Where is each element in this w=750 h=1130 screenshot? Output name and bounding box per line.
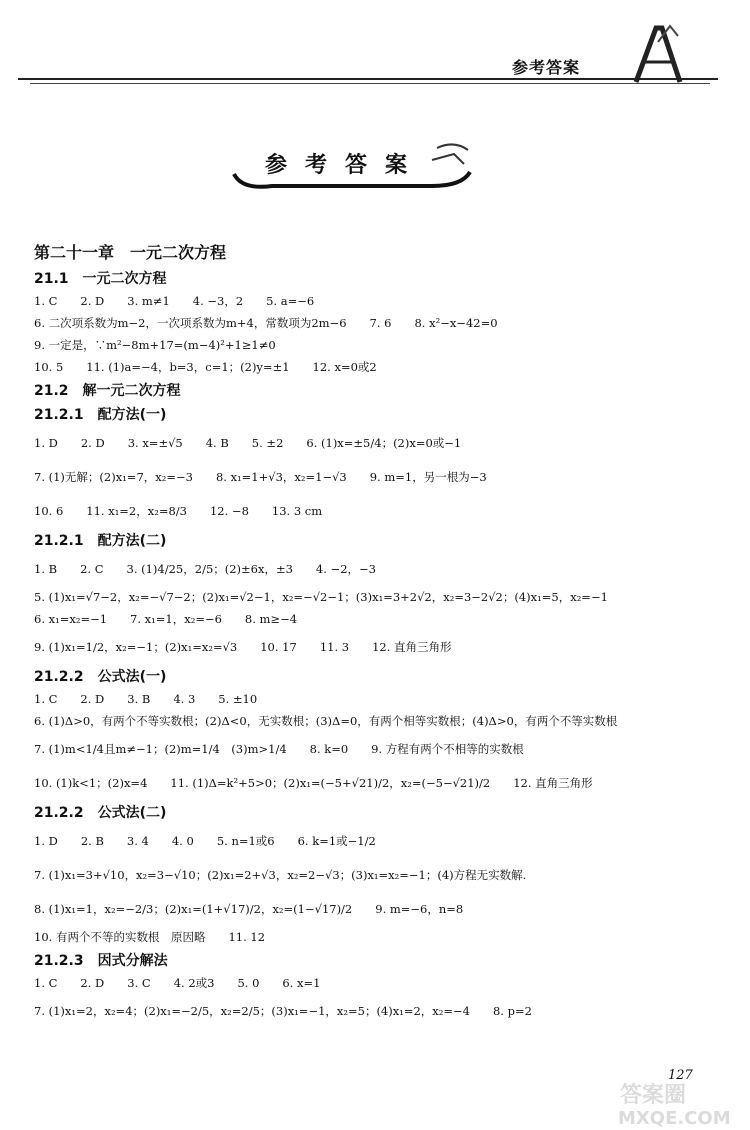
section-heading: 21.1 一元二次方程 bbox=[34, 271, 167, 287]
answer-line: 6. 二次项系数为m−2，一次项系数为m+4，常数项为2m−6 7. 6 8. x²−x−42=0 bbox=[34, 316, 498, 330]
letter-a-decoration-icon bbox=[628, 22, 688, 84]
answer-line: 6. (1)Δ>0，有两个不等实数根；(2)Δ<0，无实数根；(3)Δ=0，有两个相等实数根；(4)Δ>0，有两个不等实数根 bbox=[34, 714, 618, 728]
answer-line: 7. (1)x₁=2，x₂=4；(2)x₁=−2/5，x₂=2/5；(3)x₁=−1，x₂=5；(4)x₁=2，x₂=−4 8. p=2 bbox=[34, 1004, 532, 1018]
answer-line: 6. x₁=x₂=−1 7. x₁=1，x₂=−6 8. m≥−4 bbox=[34, 612, 298, 626]
section-heading: 21.2.3 因式分解法 bbox=[34, 953, 168, 969]
section-heading: 21.2.2 公式法(二) bbox=[34, 805, 167, 821]
answer-line: 8. (1)x₁=1，x₂=−2/3；(2)x₁=(1+√17)/2，x₂=(1−√17)/2 9. m=−6，n=8 bbox=[34, 902, 464, 916]
section-heading: 21.2 解一元二次方程 bbox=[34, 383, 181, 399]
answer-blocks bbox=[34, 268, 724, 1028]
chapter-title: 第二十一章 一元二次方程 bbox=[34, 243, 227, 262]
section-heading: 21.2.1 配方法(二) bbox=[34, 533, 167, 549]
answer-line: 7. (1)x₁=3+√10，x₂=3−√10；(2)x₁=2+√3，x₂=2−√3；(3)x₁=x₂=−1；(4)方程无实数解. bbox=[34, 868, 527, 882]
answer-line: 1. C 2. D 3. C 4. 2或3 5. 0 6. x=1 bbox=[34, 976, 321, 990]
header-rule-thin bbox=[30, 83, 710, 84]
answer-line: 1. C 2. D 3. B 4. 3 5. ±10 bbox=[34, 692, 258, 706]
answer-line: 10. 5 11. (1)a=−4，b=3，c=1；(2)y=±1 12. x=0或2 bbox=[34, 360, 377, 374]
answer-line: 1. D 2. B 3. 4 4. 0 5. n=1或6 6. k=1或−1/2 bbox=[34, 834, 376, 848]
header-rule bbox=[18, 78, 718, 80]
header-label: 参考答案 bbox=[512, 58, 581, 77]
answer-line: 1. D 2. D 3. x=±√5 4. B 5. ±2 6. (1)x=±5/4；(2)x=0或−1 bbox=[34, 436, 462, 450]
answer-line: 7. (1)m<1/4且m≠−1；(2)m=1/4 (3)m>1/4 8. k=0 9. 方程有两个不相等的实数根 bbox=[34, 742, 524, 756]
page-number: 127 bbox=[668, 1068, 693, 1083]
watermark-bottom: MXQE.COM bbox=[618, 1108, 731, 1128]
answer-line: 10. 有两个不等的实数根 原因略 11. 12 bbox=[34, 930, 266, 944]
page-header bbox=[0, 0, 750, 100]
watermark-logo bbox=[614, 1078, 746, 1128]
banner-title: 参考答案 bbox=[265, 153, 426, 178]
answer-line: 10. 6 11. x₁=2，x₂=8/3 12. −8 13. 3 cm bbox=[34, 504, 323, 518]
section-heading: 21.2.1 配方法(一) bbox=[34, 407, 167, 423]
answer-line: 1. C 2. D 3. m≠1 4. −3，2 5. a=−6 bbox=[34, 294, 315, 308]
answer-line: 9. 一定是，∵m²−8m+17=(m−4)²+1≥1≠0 bbox=[34, 338, 276, 352]
watermark-top: 答案圈 bbox=[620, 1083, 687, 1108]
answer-line: 1. B 2. C 3. (1)4/25，2/5；(2)±6x，±3 4. −2，−3 bbox=[34, 562, 376, 576]
section-heading: 21.2.2 公式法(一) bbox=[34, 669, 167, 685]
answer-line: 5. (1)x₁=√7−2，x₂=−√7−2；(2)x₁=√2−1，x₂=−√2−1；(3)x₁=3+2√2，x₂=3−2√2；(4)x₁=5，x₂=−1 bbox=[34, 590, 608, 604]
answer-content bbox=[34, 240, 724, 1028]
answer-line: 7. (1)无解；(2)x₁=7，x₂=−3 8. x₁=1+√3，x₂=1−√3 9. m=1，另一根为−3 bbox=[34, 470, 487, 484]
answer-line: 9. (1)x₁=1/2，x₂=−1；(2)x₁=x₂=√3 10. 17 11. 3 12. 直角三角形 bbox=[34, 640, 452, 654]
answer-line: 10. (1)k<1；(2)x=4 11. (1)Δ=k²+5>0；(2)x₁=(−5+√21)/2，x₂=(−5−√21)/2 12. 直角三角形 bbox=[34, 776, 593, 790]
